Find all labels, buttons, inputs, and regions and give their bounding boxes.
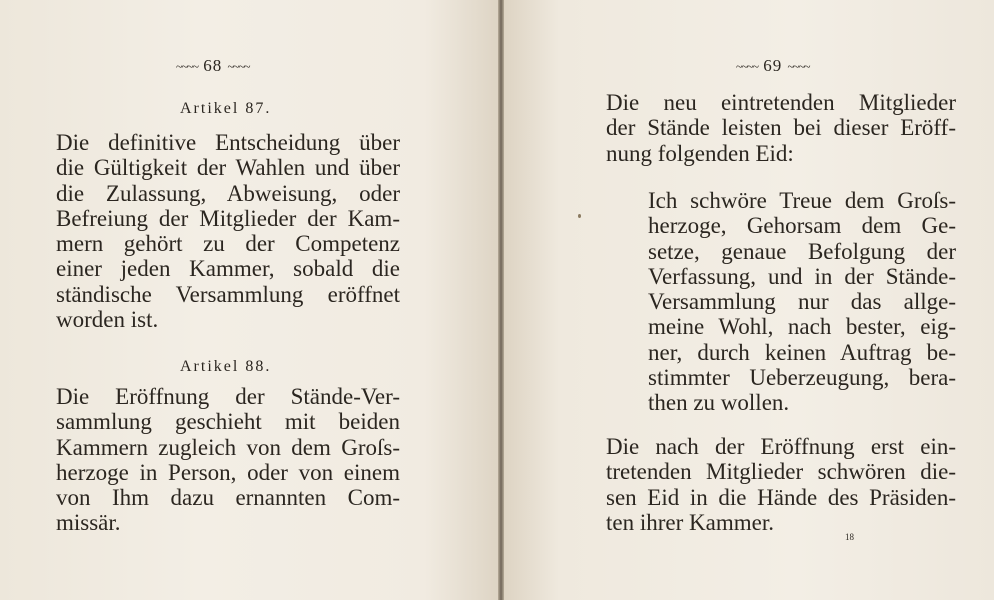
article-88-heading: Artikel 88. (180, 358, 272, 375)
article-87-heading: Artikel 87. (180, 100, 272, 117)
paper-speck (578, 214, 581, 218)
closing-paragraph (606, 434, 956, 535)
oath-line: meine Wohl, nach bester, eig- (648, 314, 956, 340)
closing-line: sen Eid in die Hände des Präsiden- (606, 484, 956, 510)
intro-paragraph (606, 90, 956, 166)
article-87-line: die Zulassung, Abweisung, oder (56, 180, 400, 206)
oath-line: Ich schwöre Treue dem Groſs- (648, 188, 956, 213)
oath-line: ner, durch keinen Auftrag be- (648, 339, 956, 365)
book-gutter (498, 0, 504, 600)
article-87-line: ständische Versammlung eröffnet (56, 281, 400, 307)
oath-line: Versammlung nur das allge- (648, 289, 956, 315)
article-88-line: sammlung geschieht mit beiden (56, 409, 400, 435)
right-page (500, 0, 994, 600)
closing-line: tretenden Mitglieder schwören die- (606, 459, 956, 485)
article-88-line: herzoge in Person, oder von einem (56, 459, 400, 485)
article-87-line: Befreiung der Mitglieder der Kam- (56, 205, 400, 231)
intro-line: nung folgenden Eid: (606, 140, 794, 166)
oath-paragraph (648, 188, 956, 416)
oath-line: herzoge, Gehorsam dem Ge- (648, 213, 956, 239)
article-88-line: missär. (56, 510, 121, 536)
article-87-line: die Gültigkeit der Wahlen und über (56, 155, 400, 181)
article-87-line: mern gehört zu der Competenz (56, 231, 400, 257)
article-87-body (56, 130, 400, 332)
page-number-left-value: 68 (203, 56, 223, 75)
closing-line: Die nach der Eröffnung erst ein- (606, 434, 956, 459)
article-87-line: worden ist. (56, 307, 159, 333)
oath-line: setze, genaue Befolgung der (648, 238, 956, 264)
signature-mark: 18 (845, 532, 854, 542)
article-87-line: Die definitive Entscheidung über (56, 130, 400, 155)
oath-line: then zu wollen. (648, 390, 790, 416)
intro-line: der Stände leisten bei dieser Eröff- (606, 115, 956, 141)
page-number-right (736, 56, 809, 76)
intro-line: Die neu eintretenden Mitglieder (606, 90, 956, 115)
article-88-body (56, 384, 400, 536)
closing-line: ten ihrer Kammer. (606, 509, 774, 535)
page-number-ornament-left: ~~~~ (176, 59, 198, 74)
article-88-line: Die Eröffnung der Stände-Ver- (56, 384, 400, 409)
oath-line: stimmter Ueberzeugung, bera- (648, 365, 956, 391)
page-number-ornament-right: ~~~~ (736, 59, 758, 74)
page-number-ornament-left-2: ~~~~ (227, 59, 250, 74)
article-88-line: Kammern zugleich von dem Groſs- (56, 434, 400, 460)
oath-line: Verfassung, und in der Stände- (648, 263, 956, 289)
page-number-left (176, 56, 249, 76)
page-number-right-value: 69 (763, 56, 783, 75)
article-88-line: von Ihm dazu ernannten Com- (56, 485, 400, 511)
page-number-ornament-right-2: ~~~~ (787, 59, 810, 74)
article-87-line: einer jeden Kammer, sobald die (56, 256, 400, 282)
